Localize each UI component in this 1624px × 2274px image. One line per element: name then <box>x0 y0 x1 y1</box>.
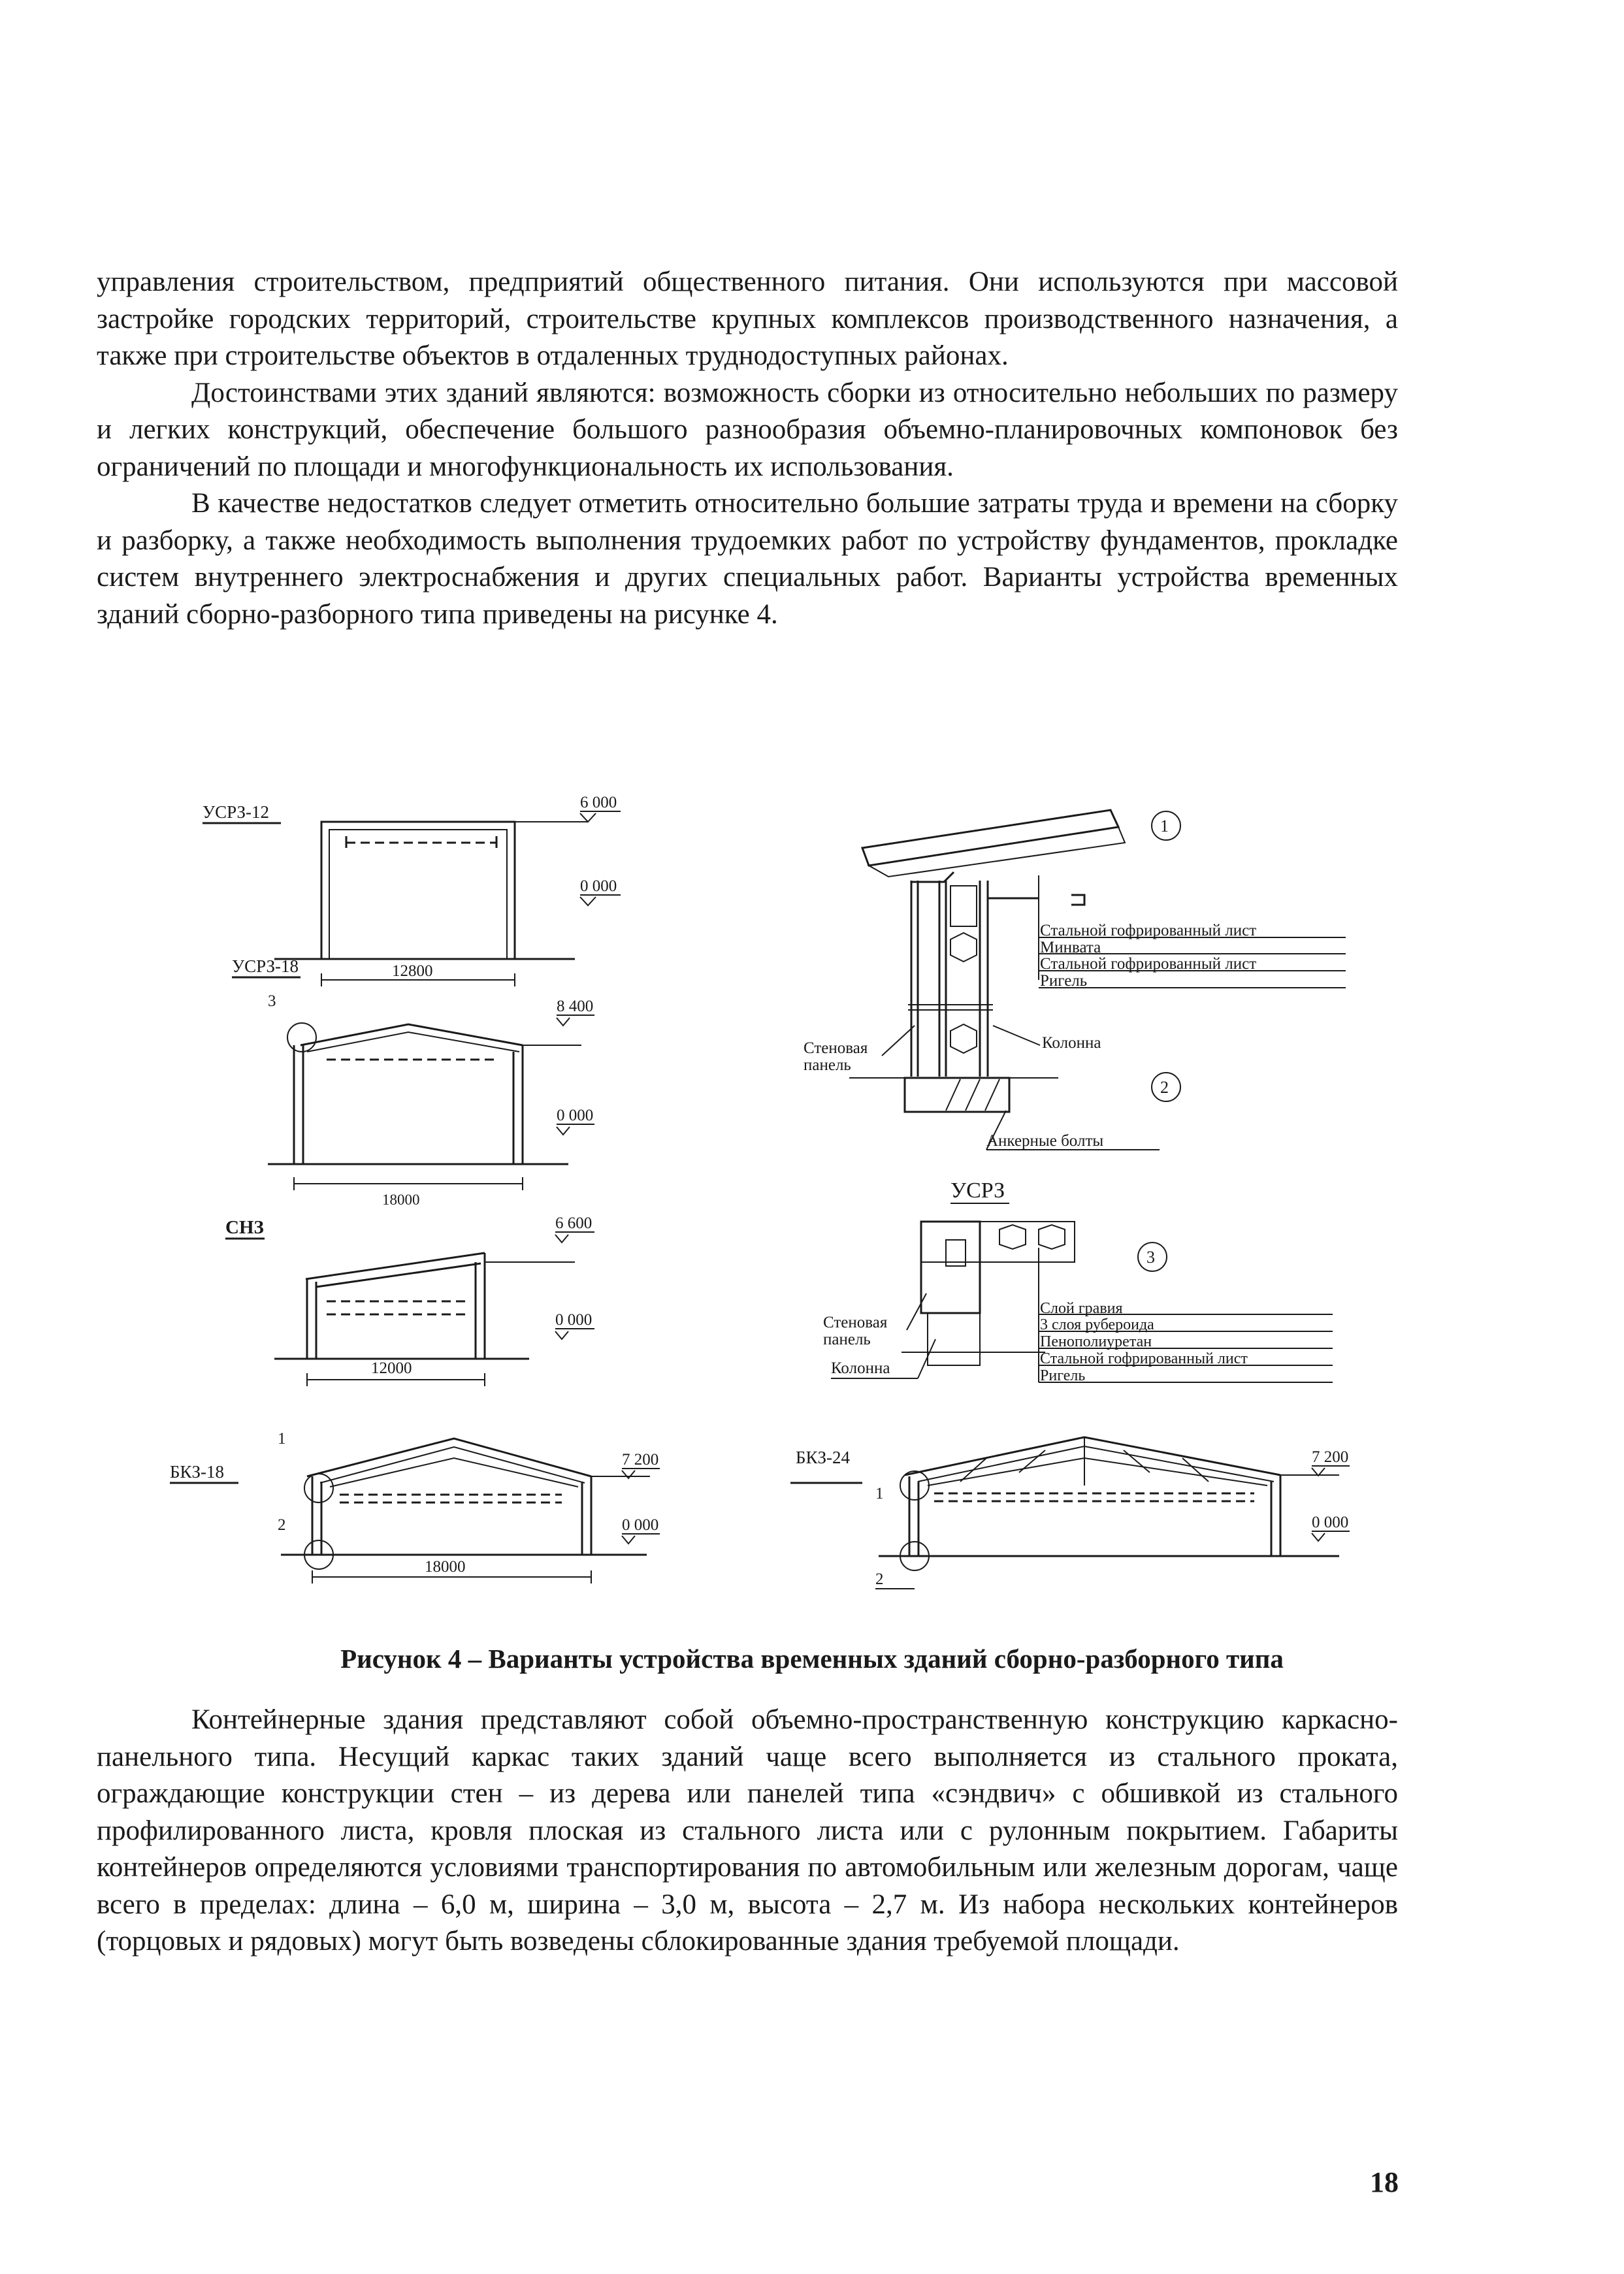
paragraph: Достоинствами этих зданий являются: возможность сборки из относительно небольших по размеру и легких конструкций, обеспечение большого разнообразия объемно-планировочных компоновок без ограничений по площади и многофункциональность их использования. <box>97 377 1398 482</box>
node-bkz-18-1: 1 <box>278 1430 286 1448</box>
detail-3 <box>823 1178 1333 1384</box>
mark-bkz-24-top: 7 200 <box>1312 1448 1349 1466</box>
drawing-bkz-24 <box>790 1437 1350 1589</box>
detail-1-number: 1 <box>1160 817 1169 836</box>
label-usrz-12: УСРЗ-12 <box>203 802 269 822</box>
detail-3-layer-5: Ригель <box>1040 1367 1086 1384</box>
figure-drawing <box>0 764 1624 1633</box>
mark-snz-base: 0 000 <box>555 1311 593 1329</box>
node-bkz-24-1: 1 <box>875 1485 884 1502</box>
span-bkz-18: 18000 <box>425 1558 466 1576</box>
mark-bkz-24-base: 0 000 <box>1312 1514 1349 1531</box>
drawing-bkz-18 <box>170 1430 660 1584</box>
label-usrz-18: УСРЗ-18 <box>232 956 299 976</box>
detail-3-layer-4: Стальной гофрированный лист <box>1040 1350 1248 1367</box>
paragraph: управления строительством, предприятий общественного питания. Они используются при массовой застройке городских территорий, строительстве крупных комплексов производственного назначения, а также при строительстве объектов в отдаленных труднодоступных районах. <box>97 267 1398 371</box>
detail-1-layer-3: Стальной гофрированный лист <box>1040 955 1257 973</box>
node-bkz-18-2: 2 <box>278 1516 286 1534</box>
label-snz: СНЗ <box>225 1217 264 1238</box>
detail-3-layer-3: Пенополиуретан <box>1040 1333 1152 1350</box>
detail-1-layer-4: Ригель <box>1040 972 1088 990</box>
detail-2-wall-panel-2: панель <box>804 1056 851 1074</box>
paragraph: В качестве недостатков следует отметить относительно большие затраты труда и времени на сборку и разборку, а также необходимость выполнения трудоемких работ по устройству фундаментов, прокладке систем внутреннего электроснабжения и других специальных работ. Варианты устройства временных зданий сборно-разборного типа приведены на рисунке 4. <box>97 488 1398 630</box>
detail-3-number: 3 <box>1146 1248 1155 1267</box>
mark-usrz-12-top: 6 000 <box>580 794 617 811</box>
detail-2-column: Колонна <box>1042 1034 1101 1052</box>
mark-usrz-18-top: 8 400 <box>557 998 594 1015</box>
detail-1-layer-1: Стальной гофрированный лист <box>1040 922 1257 939</box>
detail-3-layer-1: Слой гравия <box>1040 1300 1123 1317</box>
detail-2-wall-panel-1: Стеновая <box>804 1039 868 1057</box>
drawing-usrz-18 <box>232 956 594 1208</box>
text-block-top <box>97 264 1398 633</box>
detail-2-anchor-bolts: Анкерные болты <box>986 1132 1104 1150</box>
label-bkz-18: БКЗ-18 <box>170 1462 225 1482</box>
detail-1-2 <box>804 810 1346 1150</box>
figure-4 <box>0 764 1624 1633</box>
mark-bkz-18-base: 0 000 <box>622 1516 659 1534</box>
usrz-title: УСРЗ <box>950 1178 1005 1203</box>
mark-usrz-18-base: 0 000 <box>557 1107 594 1124</box>
paragraph: Контейнерные здания представляют собой объемно-пространственную конструкцию каркасно-панельного типа. Несущий каркас таких зданий чаще всего выполняется из стального проката, ограждающие конструкции стен – из дерева или панелей типа «сэндвич» с обшивкой из стального профилированного листа, кровля плоская из стального листа или с рулонным покрытием. Габариты контейнеров определяются условиями транспортирования по автомобильным или железным дорогам, чаще всего в пределах: длина – 6,0 м, ширина – 3,0 м, высота – 2,7 м. Из набора нескольких контейнеров (торцовых и рядовых) могут быть возведены сблокированные здания требуемой площади. <box>97 1704 1398 1957</box>
span-usrz-12: 12800 <box>392 962 433 980</box>
drawing-snz <box>225 1214 594 1386</box>
page-number: 18 <box>1370 2166 1399 2198</box>
detail-3-wall-panel-2: панель <box>823 1331 871 1348</box>
node-usrz-18: 3 <box>268 992 276 1010</box>
detail-1-layer-2: Минвата <box>1040 939 1101 956</box>
label-bkz-24: БКЗ-24 <box>796 1448 851 1467</box>
detail-3-column: Колонна <box>831 1359 890 1377</box>
detail-2-number: 2 <box>1160 1078 1169 1097</box>
mark-bkz-18-top: 7 200 <box>622 1451 659 1469</box>
mark-snz-top: 6 600 <box>555 1214 593 1232</box>
figure-caption: Рисунок 4 – Варианты устройства временных зданий сборно-разборного типа <box>340 1644 1284 1674</box>
detail-3-layer-2: 3 слоя рубероида <box>1040 1316 1154 1333</box>
node-bkz-24-2: 2 <box>875 1570 884 1588</box>
mark-usrz-12-base: 0 000 <box>580 877 617 895</box>
text-block-bottom <box>97 1702 1398 1960</box>
span-snz: 12000 <box>371 1359 412 1377</box>
span-usrz-18: 18000 <box>382 1192 420 1208</box>
detail-3-wall-panel-1: Стеновая <box>823 1314 888 1331</box>
